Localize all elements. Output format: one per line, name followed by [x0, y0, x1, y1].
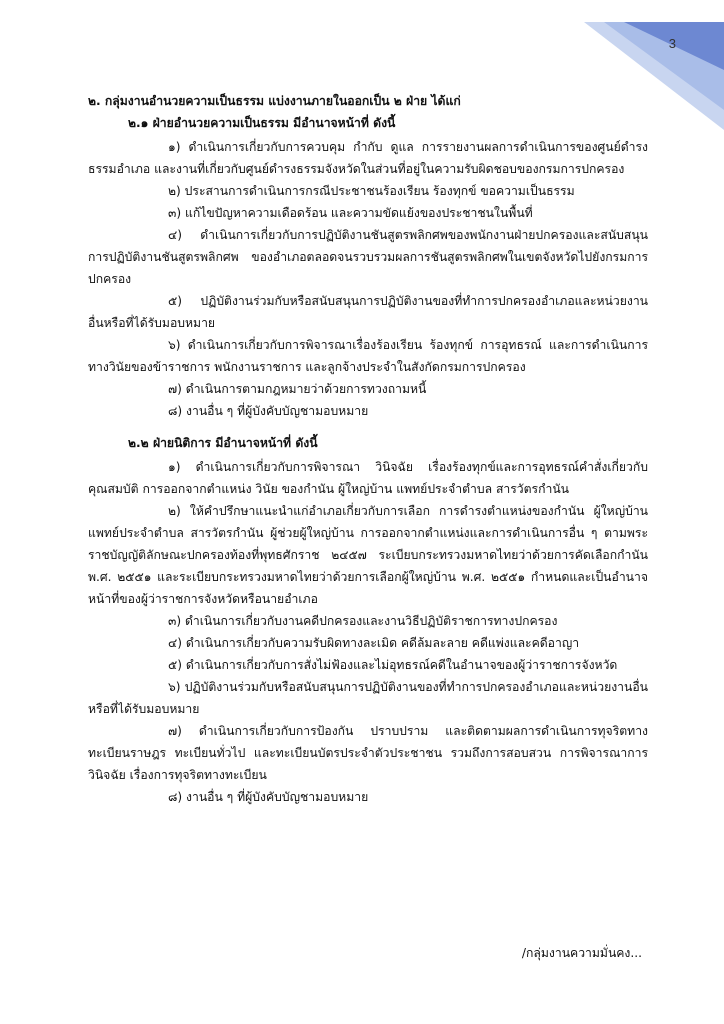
list-item: ๓) ดำเนินการเกี่ยวกับงานคดีปกครองและงานวิธีปฏิบัติราชการทางปกครอง [168, 614, 558, 628]
list-item: ๘) งานอื่น ๆ ที่ผู้บังคับบัญชามอบหมาย [168, 404, 369, 418]
list-item: ๖) ปฏิบัติงานร่วมกับหรือสนับสนุนการปฏิบัติงานของที่ทำการปกครองอำเภอและหน่วยงานอื่นหรือที่ได้รับมอบหมาย [88, 680, 648, 716]
list-item: ๒) ให้คำปรึกษาแนะนำแก่อำเภอเกี่ยวกับการเลือก การดำรงตำแหน่งของกำนัน ผู้ใหญ่บ้าน แพทย์ประจำตำบล สารวัตรกำนัน ผู้ช่วยผู้ใหญ่บ้าน การออกจากตำแหน่งและการดำเนินการอื่น ๆ ตามพระราชบัญญัติลักษณะปกครองท้องที่พุทธศักราช ๒๔๕๗ ระเบียบกระทรวงมหาดไทยว่าด้วยการคัดเลือกกำนัน พ.ศ. ๒๕๕๑ และระเบียบกระทรวงมหาดไทยว่าด้วยการเลือกผู้ใหญ่บ้าน พ.ศ. ๒๕๕๑ กำหนดและเป็นอำนาจหน้าที่ของผู้ว่าราชการจังหวัดหรือนายอำเภอ [88, 504, 648, 606]
list-item: ๕) ดำเนินการเกี่ยวกับการสั่งไม่ฟ้องและไม่อุทธรณ์คดีในอำนาจของผู้ว่าราชการจังหวัด [168, 658, 618, 672]
list-item: ๔) ดำเนินการเกี่ยวกับความรับผิดทางละเมิด คดีล้มละลาย คดีแพ่งและคดีอาญา [168, 636, 580, 650]
list-item: ๑) ดำเนินการเกี่ยวกับการควบคุม กำกับ ดูแล การรายงานผลการดำเนินการของศูนย์ดำรงธรรมอำเภอ และงานที่เกี่ยวกับศูนย์ดำรงธรรมจังหวัดในส่วนที่อยู่ในความรับผิดชอบของกรมการปกครอง [88, 140, 648, 176]
list-item: ๑) ดำเนินการเกี่ยวกับการพิจารณา วินิจฉัย เรื่องร้องทุกข์และการอุทธรณ์คำสั่งเกี่ยวกับคุณสมบัติ การออกจากตำแหน่ง วินัย ของกำนัน ผู้ใหญ่บ้าน แพทย์ประจำตำบล สารวัตรกำนัน [88, 460, 648, 496]
list-item: ๗) ดำเนินการตามกฎหมายว่าด้วยการทวงถามหนี้ [168, 382, 427, 396]
list-item: ๘) งานอื่น ๆ ที่ผู้บังคับบัญชามอบหมาย [168, 790, 369, 804]
page-number: 3 [668, 36, 676, 51]
subsection-title-2: ๒.๒ ฝ่ายนิติการ มีอำนาจหน้าที่ ดังนี้ [128, 436, 318, 450]
continuation-footer: /กลุ่มงานความมั่นคง... [521, 946, 642, 960]
list-item: ๗) ดำเนินการเกี่ยวกับการป้องกัน ปราบปราม และติดตามผลการดำเนินการทุจริตทางทะเบียนราษฎร ทะเบียนทั่วไป และทะเบียนบัตรประจำตัวประชาชน รวมถึงการสอบสวน การพิจารณาการวินิจฉัย เรื่องการทุจริตทางทะเบียน [88, 724, 648, 782]
document-body [88, 90, 648, 808]
subsection-title-1: ๒.๑ ฝ่ายอำนวยความเป็นธรรม มีอำนาจหน้าที่ ดังนี้ [128, 116, 396, 130]
list-item: ๖) ดำเนินการเกี่ยวกับการพิจารณาเรื่องร้องเรียน ร้องทุกข์ การอุทธรณ์ และการดำเนินการทางวินัยของข้าราชการ พนักงานราชการ และลูกจ้างประจำในสังกัดกรมการปกครอง [88, 338, 648, 374]
section-title: ๒. กลุ่มงานอำนวยความเป็นธรรม แบ่งงานภายในออกเป็น ๒ ฝ่าย ได้แก่ [88, 94, 461, 108]
list-item: ๔) ดำเนินการเกี่ยวกับการปฏิบัติงานชันสูตรพลิกศพของพนักงานฝ่ายปกครองและสนับสนุนการปฏิบัติงานชันสูตรพลิกศพ ของอำเภอตลอดจนรวบรวมผลการชันสูตรพลิกศพในเขตจังหวัดไปยังกรมการปกครอง [88, 228, 648, 286]
list-item: ๒) ประสานการดำเนินการกรณีประชาชนร้องเรียน ร้องทุกข์ ขอความเป็นธรรม [168, 184, 575, 198]
list-item: ๓) แก้ไขปัญหาความเดือดร้อน และความขัดแย้งของประชาชนในพื้นที่ [168, 206, 533, 220]
list-item: ๕) ปฏิบัติงานร่วมกับหรือสนับสนุนการปฏิบัติงานของที่ทำการปกครองอำเภอและหน่วยงานอื่นหรือที่ได้รับมอบหมาย [88, 294, 648, 330]
